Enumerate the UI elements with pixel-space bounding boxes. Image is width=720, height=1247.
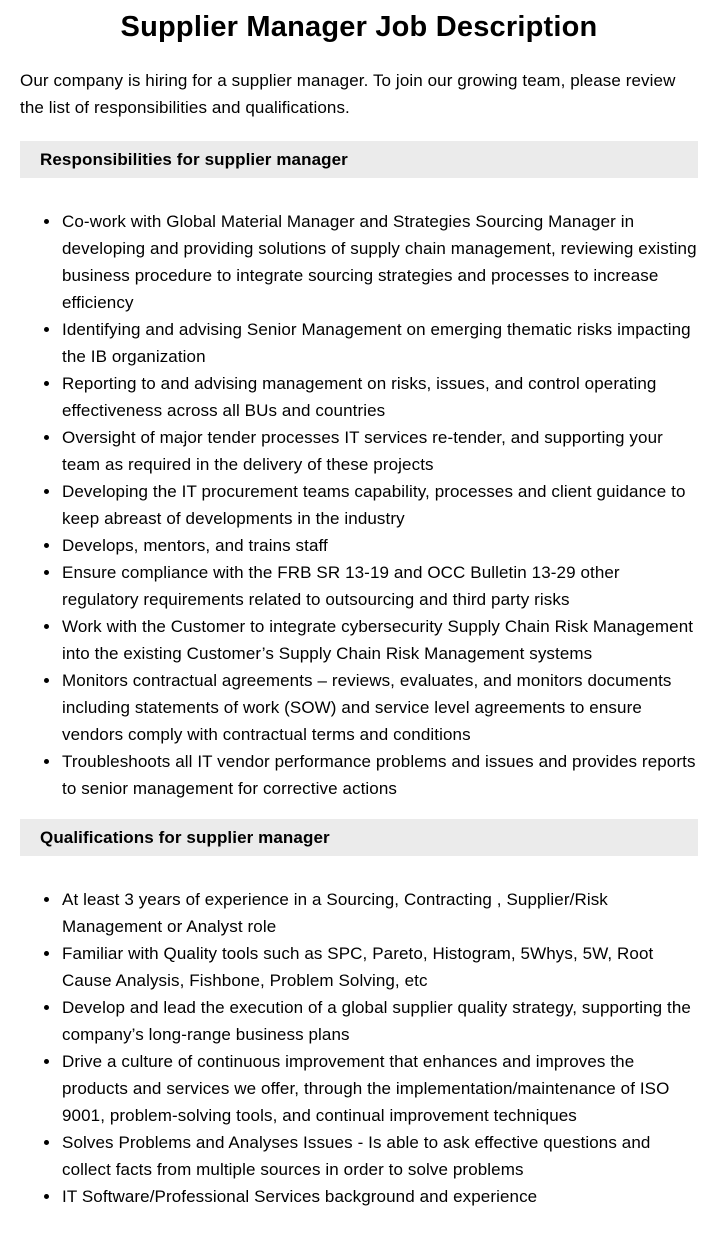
list-item: Solves Problems and Analyses Issues - Is able to ask effective questions and collect facts from multiple sources in order to solve problems	[62, 1129, 698, 1183]
list-item: Identifying and advising Senior Management on emerging thematic risks impacting the IB organization	[62, 316, 698, 370]
list-item: Co-work with Global Material Manager and Strategies Sourcing Manager in developing and providing solutions of supply chain management, reviewing existing business procedure to integrate sourcing strategies and processes to increase efficiency	[62, 208, 698, 316]
list-item: Developing the IT procurement teams capability, processes and client guidance to keep abreast of developments in the industry	[62, 478, 698, 532]
section-qualifications	[20, 819, 698, 1210]
list-item: IT Software/Professional Services background and experience	[62, 1183, 698, 1210]
list-item: Familiar with Quality tools such as SPC, Pareto, Histogram, 5Whys, 5W, Root Cause Analysis, Fishbone, Problem Solving, etc	[62, 940, 698, 994]
page-title: Supplier Manager Job Description	[120, 11, 598, 43]
list-item: Ensure compliance with the FRB SR 13-19 and OCC Bulletin 13-29 other regulatory requirements related to outsourcing and third party risks	[62, 559, 698, 613]
responsibilities-list	[20, 208, 698, 802]
list-item: Monitors contractual agreements – reviews, evaluates, and monitors documents including statements of work (SOW) and service level agreements to ensure vendors comply with contractual terms and conditions	[62, 667, 698, 748]
intro-paragraph: Our company is hiring for a supplier manager. To join our growing team, please review the list of responsibilities and qualifications.	[20, 71, 676, 117]
section-heading-qualifications: Qualifications for supplier manager	[20, 819, 698, 856]
list-item: Develop and lead the execution of a global supplier quality strategy, supporting the company’s long-range business plans	[62, 994, 698, 1048]
list-item: Troubleshoots all IT vendor performance problems and issues and provides reports to senior management for corrective actions	[62, 748, 698, 802]
list-item: Oversight of major tender processes IT services re-tender, and supporting your team as required in the delivery of these projects	[62, 424, 698, 478]
list-item: Develops, mentors, and trains staff	[62, 532, 698, 559]
qualifications-list	[20, 886, 698, 1210]
list-item: Reporting to and advising management on risks, issues, and control operating effectiveness across all BUs and countries	[62, 370, 698, 424]
list-item: Drive a culture of continuous improvement that enhances and improves the products and services we offer, through the implementation/maintenance of ISO 9001, problem-solving tools, and continual improvement techniques	[62, 1048, 698, 1129]
section-responsibilities	[20, 141, 698, 802]
section-heading-responsibilities: Responsibilities for supplier manager	[20, 141, 698, 178]
list-item: At least 3 years of experience in a Sourcing, Contracting , Supplier/Risk Management or Analyst role	[62, 886, 698, 940]
list-item: Work with the Customer to integrate cybersecurity Supply Chain Risk Management into the existing Customer’s Supply Chain Risk Management systems	[62, 613, 698, 667]
